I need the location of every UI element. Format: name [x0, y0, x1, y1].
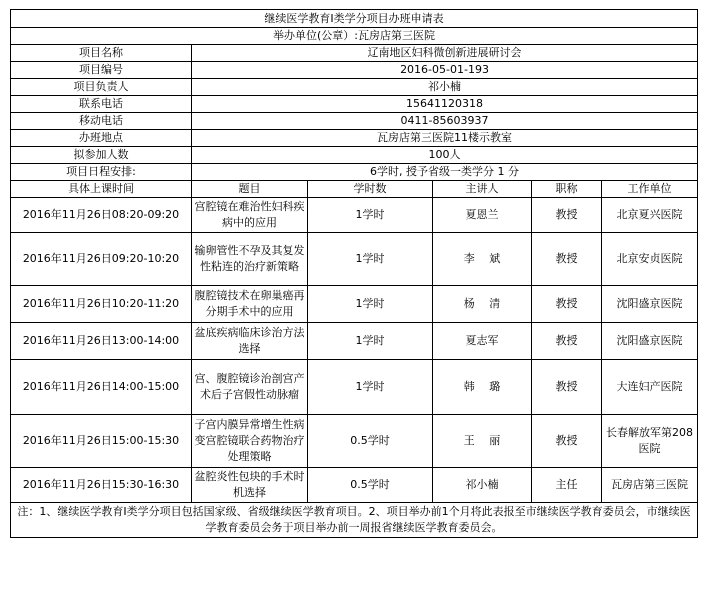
session-hours: 1学时 [308, 198, 433, 233]
session-speaker: 王 丽 [433, 415, 532, 468]
session-rank: 教授 [532, 415, 602, 468]
column-header-time: 具体上课时间 [11, 181, 192, 198]
session-speaker: 祁小楠 [433, 468, 532, 503]
session-topic: 腹腔镜技术在卵巢癌再分期手术中的应用 [192, 286, 308, 323]
info-row [11, 96, 698, 113]
organizer: 举办单位(公章）:瓦房店第三医院 [11, 28, 698, 45]
info-value: 瓦房店第三医院11楼示教室 [192, 130, 698, 147]
session-hours: 1学时 [308, 286, 433, 323]
session-rank: 主任 [532, 468, 602, 503]
info-row [11, 79, 698, 96]
schedule-row [11, 468, 698, 503]
session-org: 沈阳盛京医院 [602, 286, 698, 323]
session-org: 瓦房店第三医院 [602, 468, 698, 503]
schedule-row [11, 360, 698, 415]
session-hours: 1学时 [308, 323, 433, 360]
session-time: 2016年11月26日15:30-16:30 [11, 468, 192, 503]
session-speaker: 李 斌 [433, 233, 532, 286]
application-form [10, 9, 698, 538]
session-time: 2016年11月26日08:20-09:20 [11, 198, 192, 233]
application-table [10, 9, 698, 538]
session-time: 2016年11月26日09:20-10:20 [11, 233, 192, 286]
info-label: 项目编号 [11, 62, 192, 79]
session-topic: 输卵管性不孕及其复发性粘连的治疗新策略 [192, 233, 308, 286]
session-topic: 宫、腹腔镜诊治剖宫产术后子宫假性动脉瘤 [192, 360, 308, 415]
info-row [11, 147, 698, 164]
info-row [11, 164, 698, 181]
info-row [11, 45, 698, 62]
info-label: 拟参加人数 [11, 147, 192, 164]
session-topic: 子宫内膜异常增生性病变宫腔镜联合药物治疗处理策略 [192, 415, 308, 468]
schedule-row [11, 323, 698, 360]
schedule-row [11, 233, 698, 286]
session-rank: 教授 [532, 233, 602, 286]
note-row [11, 503, 698, 538]
session-topic: 宫腔镜在难治性妇科疾病中的应用 [192, 198, 308, 233]
session-rank: 教授 [532, 286, 602, 323]
info-row [11, 113, 698, 130]
session-org: 大连妇产医院 [602, 360, 698, 415]
form-title: 继续医学教育I类学分项目办班申请表 [11, 10, 698, 28]
footnote: 注：1、继续医学教育Ⅰ类学分项目包括国家级、省级继续医学教育项目。2、项目举办前1个月将此表报至市继续医学教育委员会，市继续医学教育委员会务于项目举办前一周报省继续医学教育委员会。 [11, 503, 698, 538]
session-org: 北京夏兴医院 [602, 198, 698, 233]
info-label: 项目日程安排: [11, 164, 192, 181]
info-label: 联系电话 [11, 96, 192, 113]
session-speaker: 夏恩兰 [433, 198, 532, 233]
info-label: 移动电话 [11, 113, 192, 130]
schedule-row [11, 415, 698, 468]
session-time: 2016年11月26日14:00-15:00 [11, 360, 192, 415]
column-header-org: 工作单位 [602, 181, 698, 198]
column-header-hours: 学时数 [308, 181, 433, 198]
info-label: 项目名称 [11, 45, 192, 62]
session-rank: 教授 [532, 198, 602, 233]
info-value: 辽南地区妇科微创新进展研讨会 [192, 45, 698, 62]
session-org: 沈阳盛京医院 [602, 323, 698, 360]
session-hours: 1学时 [308, 360, 433, 415]
info-value: 15641120318 [192, 96, 698, 113]
schedule-header-row [11, 181, 698, 198]
session-topic: 盆腔炎性包块的手术时机选择 [192, 468, 308, 503]
column-header-rank: 职称 [532, 181, 602, 198]
session-time: 2016年11月26日10:20-11:20 [11, 286, 192, 323]
info-value: 2016-05-01-193 [192, 62, 698, 79]
info-value: 6学时, 授予省级一类学分 1 分 [192, 164, 698, 181]
session-org: 长春解放军第208医院 [602, 415, 698, 468]
info-value: 100人 [192, 147, 698, 164]
column-header-speaker: 主讲人 [433, 181, 532, 198]
session-time: 2016年11月26日13:00-14:00 [11, 323, 192, 360]
session-org: 北京安贞医院 [602, 233, 698, 286]
session-time: 2016年11月26日15:00-15:30 [11, 415, 192, 468]
session-hours: 0.5学时 [308, 468, 433, 503]
info-row [11, 130, 698, 147]
info-row [11, 62, 698, 79]
info-value: 0411-85603937 [192, 113, 698, 130]
session-speaker: 韩 璐 [433, 360, 532, 415]
session-rank: 教授 [532, 360, 602, 415]
session-topic: 盆底疾病临床诊治方法选择 [192, 323, 308, 360]
session-hours: 0.5学时 [308, 415, 433, 468]
info-value: 祁小楠 [192, 79, 698, 96]
schedule-row [11, 198, 698, 233]
column-header-topic: 题目 [192, 181, 308, 198]
schedule-row [11, 286, 698, 323]
session-speaker: 杨 清 [433, 286, 532, 323]
info-label: 项目负责人 [11, 79, 192, 96]
info-label: 办班地点 [11, 130, 192, 147]
session-hours: 1学时 [308, 233, 433, 286]
session-rank: 教授 [532, 323, 602, 360]
session-speaker: 夏志军 [433, 323, 532, 360]
